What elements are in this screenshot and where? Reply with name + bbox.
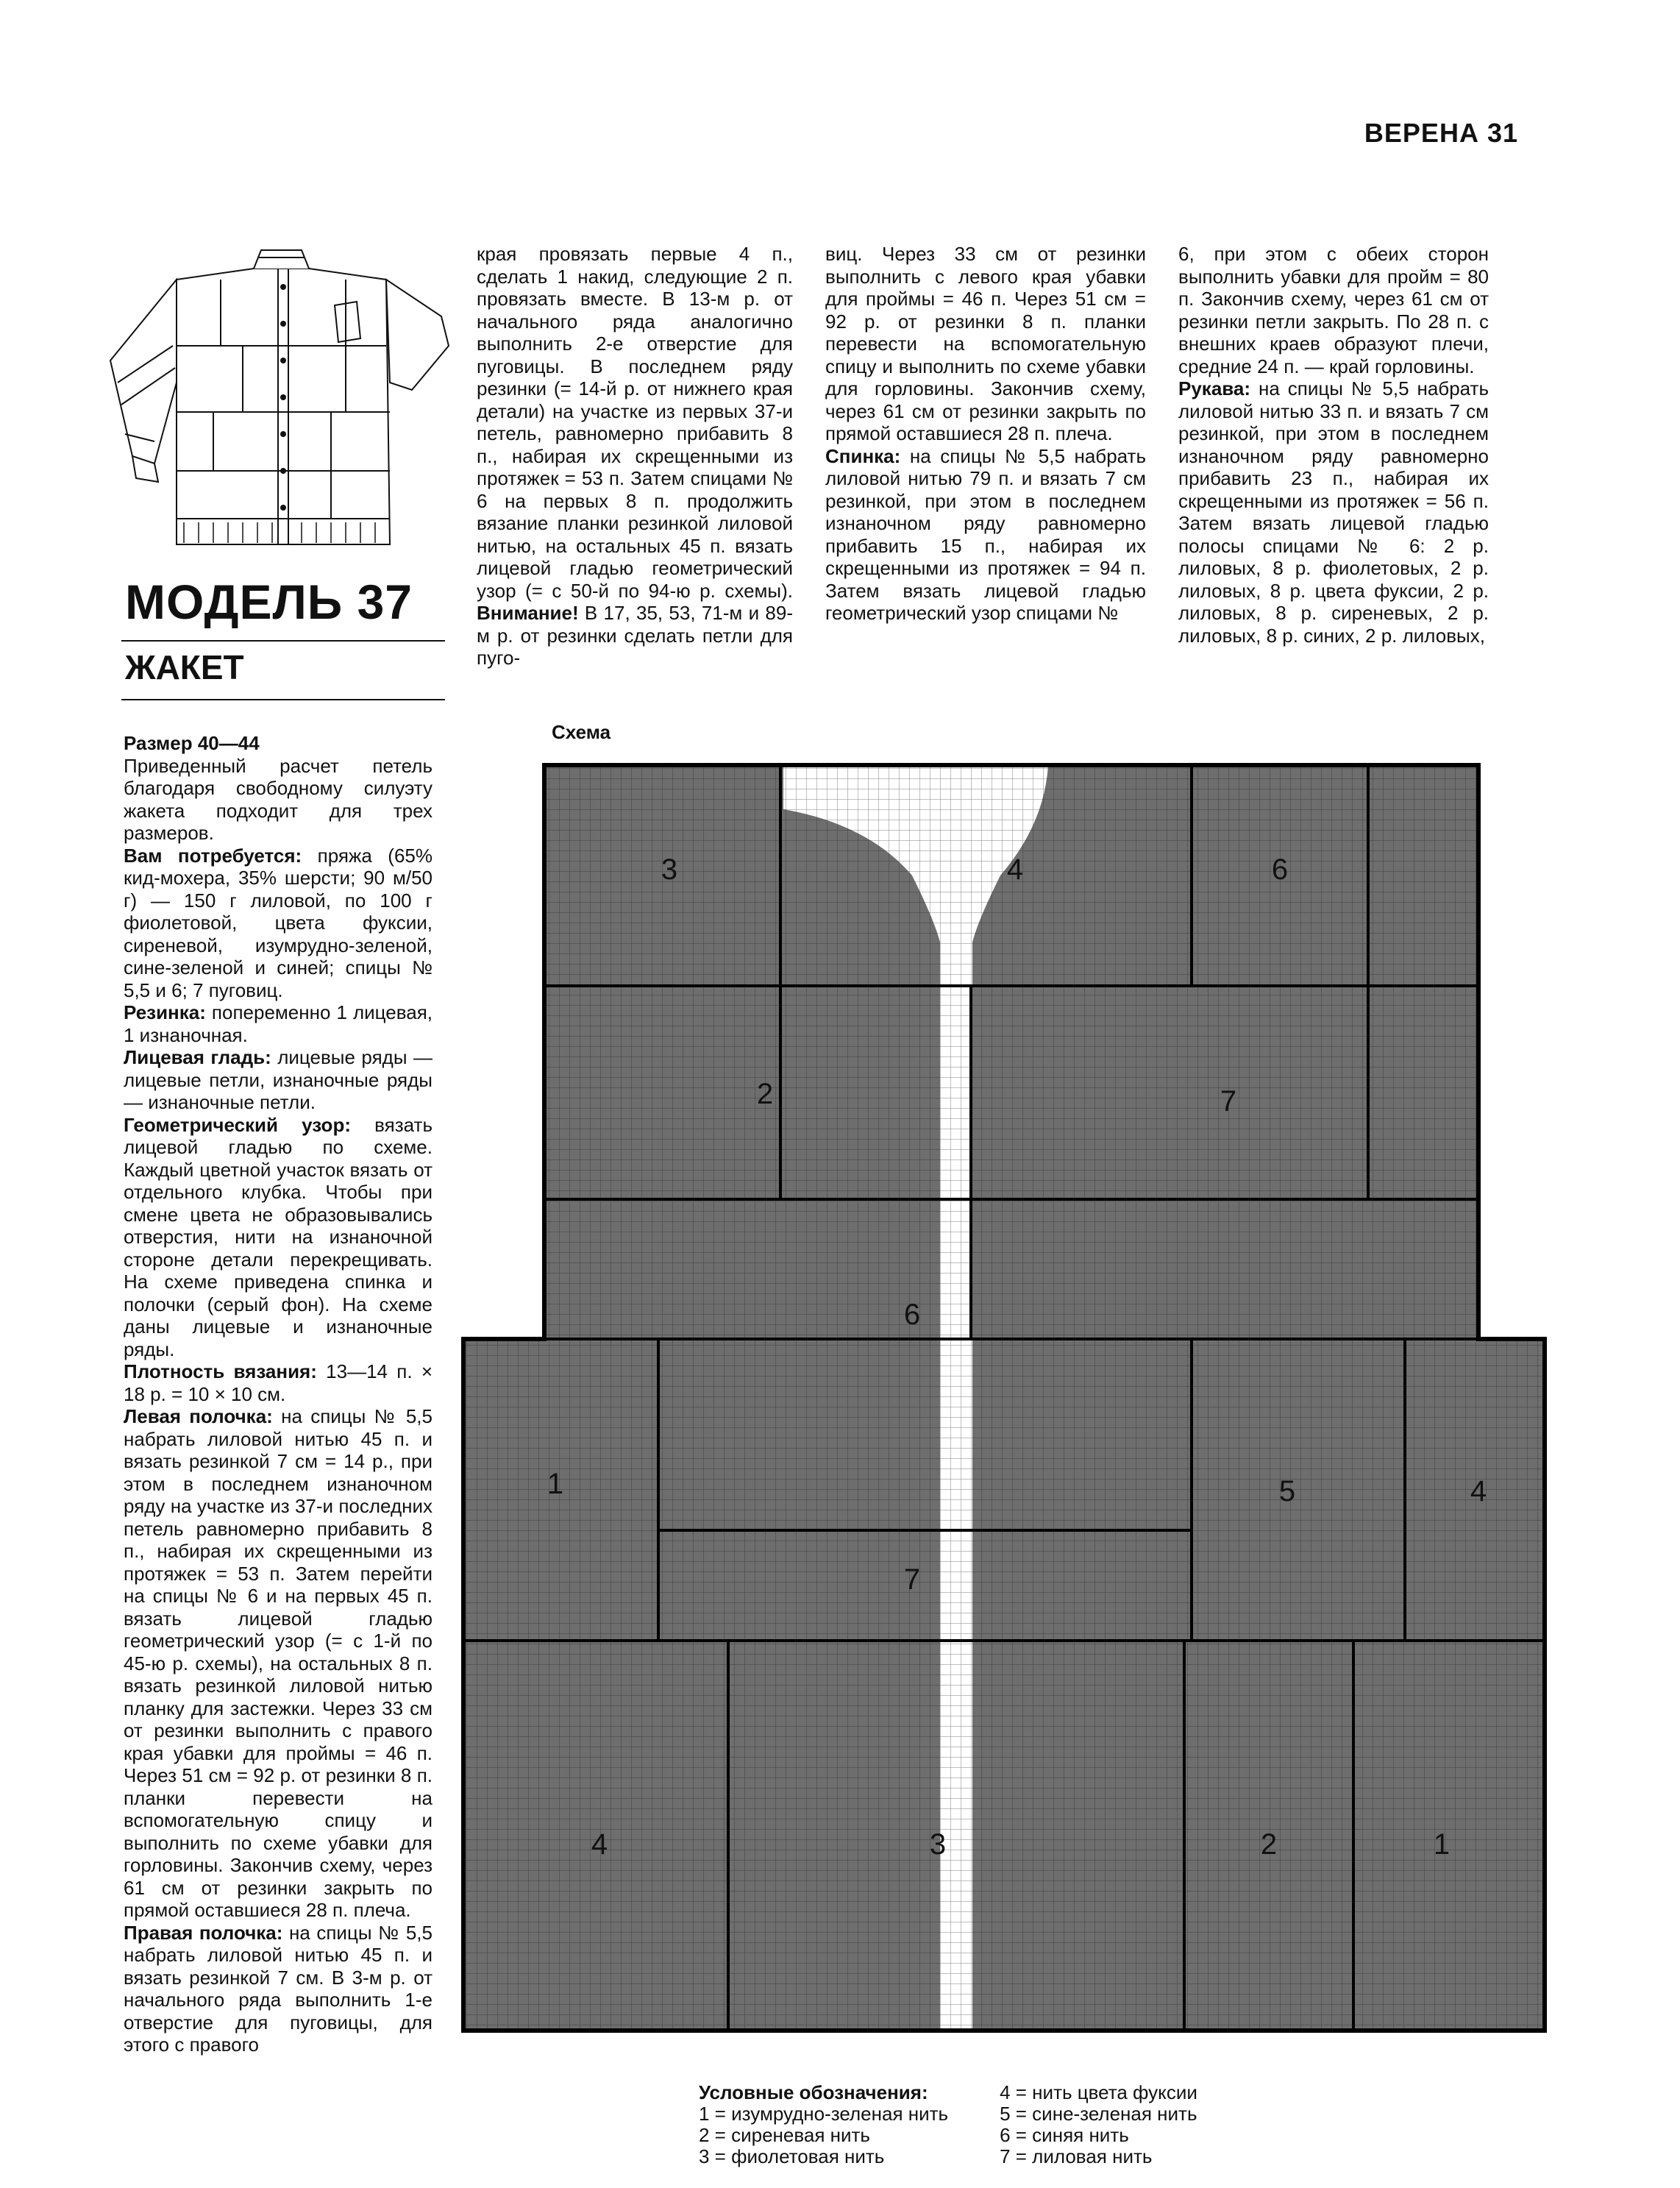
paragraph-text: 13—14 п. × 18 р. = 10 × 10 см. bbox=[124, 1360, 433, 1405]
paragraph bbox=[124, 1360, 433, 1405]
paragraph bbox=[1178, 377, 1489, 647]
paragraph-lead: Левая полочка: bbox=[124, 1405, 273, 1427]
block-label-2b: 2 bbox=[1260, 1828, 1278, 1861]
paragraph bbox=[825, 243, 1146, 445]
model-title: МОДЕЛЬ 37 bbox=[125, 575, 413, 629]
text-column-3 bbox=[825, 243, 1146, 625]
paragraph-text: попеременно 1 лицевая, 1 изнаночная. bbox=[124, 1001, 433, 1046]
legend-item: 4 = нить цвета фуксии bbox=[1000, 2081, 1197, 2103]
text-column-2 bbox=[477, 243, 793, 669]
paragraph-text: Приведенный расчет петель благодаря свободному силуэту жакета подходит для трех размеров. bbox=[124, 754, 433, 844]
paragraph-lead: Лицевая гладь: bbox=[124, 1046, 271, 1068]
block-label-4b: 4 bbox=[1470, 1475, 1487, 1507]
paragraph bbox=[124, 755, 433, 845]
legend-title: Условные обозначения: bbox=[699, 2081, 928, 2103]
block-label-3: 3 bbox=[661, 853, 678, 886]
model-subtitle: ЖАКЕТ bbox=[125, 648, 244, 686]
block-label-5: 5 bbox=[1278, 1475, 1296, 1507]
text-column-4 bbox=[1178, 243, 1489, 647]
paragraph-lead: Размер 40—44 bbox=[124, 732, 260, 754]
block-label-7: 7 bbox=[1220, 1085, 1237, 1118]
block-label-6: 6 bbox=[1271, 853, 1289, 886]
block-label-1: 1 bbox=[547, 1468, 564, 1500]
column2-warning-text: В 17, 35, 53, 71-м и 89-м р. от резинки сделать петли для пуго- bbox=[477, 602, 793, 669]
paragraph bbox=[124, 1001, 433, 1046]
block-label-1b: 1 bbox=[1433, 1828, 1451, 1861]
legend-item: 1 = изумрудно-зеленая нить bbox=[699, 2103, 949, 2125]
paragraph bbox=[124, 1405, 433, 1922]
paragraph-text: вязать лицевой гладью по схеме. Каждый цветной участок вязать от отдельного клубка. Чтобы при смене цвета не образовывались отверстия, нити на изнаночной стороне детали перекрещивать. На схеме приведена спинка и полочки (серый фон). На схеме даны лицевые и изнаночные ряды. bbox=[124, 1113, 433, 1360]
diagram-label: Схема bbox=[552, 721, 611, 743]
legend-right bbox=[1000, 2082, 1197, 2167]
block-label-7b: 7 bbox=[903, 1563, 921, 1596]
page-header bbox=[1364, 118, 1518, 149]
legend-item: 3 = фиолетовая нить bbox=[699, 2145, 885, 2167]
paragraph bbox=[1178, 243, 1489, 377]
legend-item: 5 = сине-зеленая нить bbox=[1000, 2103, 1197, 2125]
block-label-6b: 6 bbox=[903, 1299, 921, 1331]
paragraph bbox=[124, 1922, 433, 2056]
paragraph bbox=[124, 1114, 433, 1361]
block-label-4c: 4 bbox=[591, 1828, 608, 1861]
jacket-sketch bbox=[96, 235, 463, 566]
paragraph-text: на спицы № 5,5 набрать лиловой нитью 45 п. и вязать резинкой 7 см. В 3-м р. от начального ряда выполнить 1-е отверстие для пуговицы, для этого с правого bbox=[124, 1921, 433, 2056]
knitting-chart bbox=[456, 758, 1559, 2053]
paragraph-text: на спицы № 5,5 набрать лиловой нитью 45 п. и вязать резинкой 7 см = 14 р., при этом в последнем изнаночном ряду на участке из 37-и последних петель равномерно прибавить 8 п., набирая их скрещенными из протяжек = 53 п. Затем перейти на спицы № 6 и на первых 45 п. вязать лицевой гладью геометрический узор (= с 1-й по 45-ю р. схемы), на остальных 8 п. вязать резинкой лиловой нитью планку для застежки. Через 33 см от резинки выполнить с правого края убавки для проймы = 46 п. Через 51 см = 92 р. от резинки 8 п. планки перевести на вспомогательную спицу и выполнить по схеме убавки для горловины. Закончив схему, через 61 см от резинки закрыть по прямой оставшиеся 28 п. плеча. bbox=[124, 1405, 433, 1921]
paragraph-lead: Спинка: bbox=[825, 444, 901, 467]
magazine-name: ВЕРЕНА bbox=[1364, 118, 1479, 148]
title-rule bbox=[121, 640, 445, 642]
legend-item: 7 = лиловая нить bbox=[1000, 2145, 1153, 2167]
legend bbox=[699, 2082, 1361, 2167]
paragraph-text: на спицы № 5,5 набрать лиловой нитью 33 п. и вязать 7 см резинкой, при этом в последнем изнаночном ряду равномерно прибавить 23 п., набирая их скрещенными из протяжек = 56 п. Затем вязать лицевой гладью полосы спицами № 6: 2 р. лиловых, 8 р. фиолетовых, 2 р. лиловых, 8 р. цвета фуксии, 2 р. лиловых, 8 р. сиреневых, 2 р. лиловых, 8 р. синих, 2 р. лиловых, bbox=[1178, 377, 1489, 647]
column2-warning-lead: Внимание! bbox=[477, 602, 579, 624]
column2-text: края провязать первые 4 п., сделать 1 накид, следующие 2 п. провязать вместе. В 13-м р. от начального ряда аналогично выполнить 2-е отверстие для пуговицы. В последнем ряду резинки (= 14-й р. от нижнего края детали) на участке из первых 37-и петель, равномерно прибавить 8 п., набирая их скрещенными из протяжек = 53 п. Затем спицами № 6 на первых 8 п. продолжить вязание планки резинкой лиловой нитью, на остальных 45 п. вязать лицевой гладью геометрический узор (= с 50-й по 94-ю р. схемы). bbox=[477, 243, 793, 602]
block-label-4: 4 bbox=[1006, 853, 1024, 886]
paragraph-lead: Геометрический узор: bbox=[124, 1113, 351, 1136]
text-column-1 bbox=[124, 732, 433, 2056]
paragraph-text: 6, при этом с обеих сторон выполнить убавки для пройм = 80 п. Закончив схему, через 61 см от резинки петли закрыть. По 28 п. с внешних краев образуют плечи, средние 24 п. — край горловины. bbox=[1178, 243, 1489, 377]
page-number: 31 bbox=[1487, 118, 1518, 148]
paragraph-lead: Вам потребуется: bbox=[124, 844, 302, 867]
paragraph bbox=[825, 445, 1146, 625]
paragraph bbox=[124, 732, 433, 755]
paragraph-text: лицевые ряды — лицевые петли, изнаночные ряды — изнаночные петли. bbox=[124, 1046, 433, 1113]
chart-grid bbox=[456, 758, 1559, 2053]
paragraph-text: на спицы № 5,5 набрать лиловой нитью 79 п. и вязать 7 см резинкой, при этом в последнем изнаночном ряду равномерно прибавить 15 п., набирая их скрещенными из протяжек = 94 п. Затем вязать лицевой гладью геометрический узор спицами № bbox=[825, 444, 1146, 624]
paragraph bbox=[124, 1046, 433, 1114]
paragraph bbox=[124, 845, 433, 1002]
paragraph-text: пряжа (65% кид-мохера, 35% шерсти; 90 м/50 г) — 150 г лиловой, по 100 г фиолетовой, цвета фуксии, сиреневой, изумрудно-зеленой, сине-зеленой и синей; спицы № 5,5 и 6; 7 пуговиц. bbox=[124, 844, 433, 1001]
paragraph-lead: Плотность вязания: bbox=[124, 1360, 317, 1382]
block-label-3b: 3 bbox=[929, 1828, 947, 1861]
paragraph-text: виц. Через 33 см от резинки выполнить с левого края убавки для проймы = 46 п. Через 51 см = 92 р. от резинки 8 п. планки перевести на вспомогательную спицу и выполнить по схеме убавки для горловины. Закончив схему, через 61 см от резинки закрыть по прямой оставшиеся 28 п. плеча. bbox=[825, 243, 1146, 444]
legend-left bbox=[699, 2082, 948, 2167]
paragraph-lead: Резинка: bbox=[124, 1001, 206, 1023]
subtitle-rule bbox=[121, 699, 445, 700]
paragraph-lead: Правая полочка: bbox=[124, 1921, 283, 1944]
paragraph-lead: Рукава: bbox=[1178, 377, 1251, 399]
legend-item: 2 = сиреневая нить bbox=[699, 2124, 870, 2146]
block-label-2: 2 bbox=[756, 1078, 774, 1110]
legend-item: 6 = синяя нить bbox=[1000, 2124, 1129, 2146]
